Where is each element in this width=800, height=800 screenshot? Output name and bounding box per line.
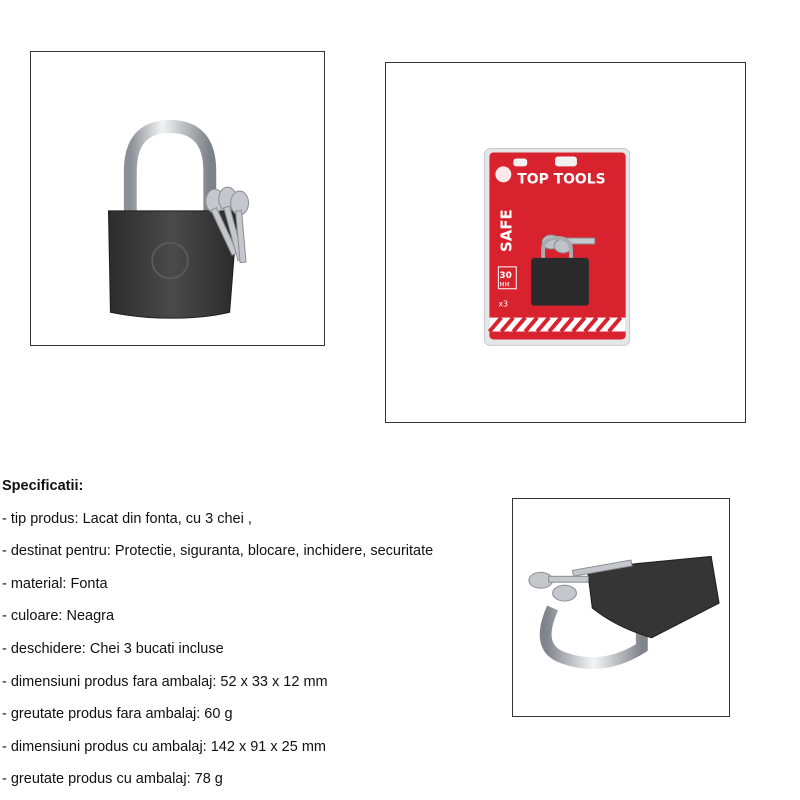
spec-line: - destinat pentru: Protectie, siguranta, blocare, inchidere, securitate	[2, 543, 434, 560]
package-product-name: SAFE	[497, 209, 516, 252]
stripe-band	[489, 318, 625, 332]
specifications-section	[2, 470, 502, 796]
padlock-angle-illustration	[513, 499, 729, 716]
spec-line: - greutate produs cu ambalaj: 78 g	[2, 771, 223, 788]
package-size-value: 30	[499, 270, 512, 281]
product-image-padlock-front	[30, 51, 325, 346]
specifications-title: Specificatii:	[2, 478, 84, 494]
brand-logo-icon	[495, 166, 511, 182]
padlock-illustration	[31, 52, 324, 345]
product-image-package	[385, 62, 746, 423]
lock-body	[108, 211, 237, 318]
spec-line: - tip produs: Lacat din fonta, cu 3 chei ,	[2, 510, 252, 527]
spec-line: - greutate produs fara ambalaj: 60 g	[2, 706, 233, 723]
spec-line: - deschidere: Chei 3 bucati incluse	[2, 640, 224, 657]
brand-name: TOP TOOLS	[517, 171, 606, 188]
package-size-unit: MM	[499, 281, 510, 289]
spec-line: - material: Fonta	[2, 575, 108, 592]
spec-line: - culoare: Neagra	[2, 608, 115, 625]
package-key-count: x3	[498, 299, 509, 309]
package-illustration	[386, 63, 745, 422]
spec-line: - dimensiuni produs cu ambalaj: 142 x 91 x 25 mm	[2, 738, 326, 755]
product-image-padlock-angle	[512, 498, 730, 717]
spec-line: - dimensiuni produs fara ambalaj: 52 x 33 x 12 mm	[2, 673, 328, 690]
